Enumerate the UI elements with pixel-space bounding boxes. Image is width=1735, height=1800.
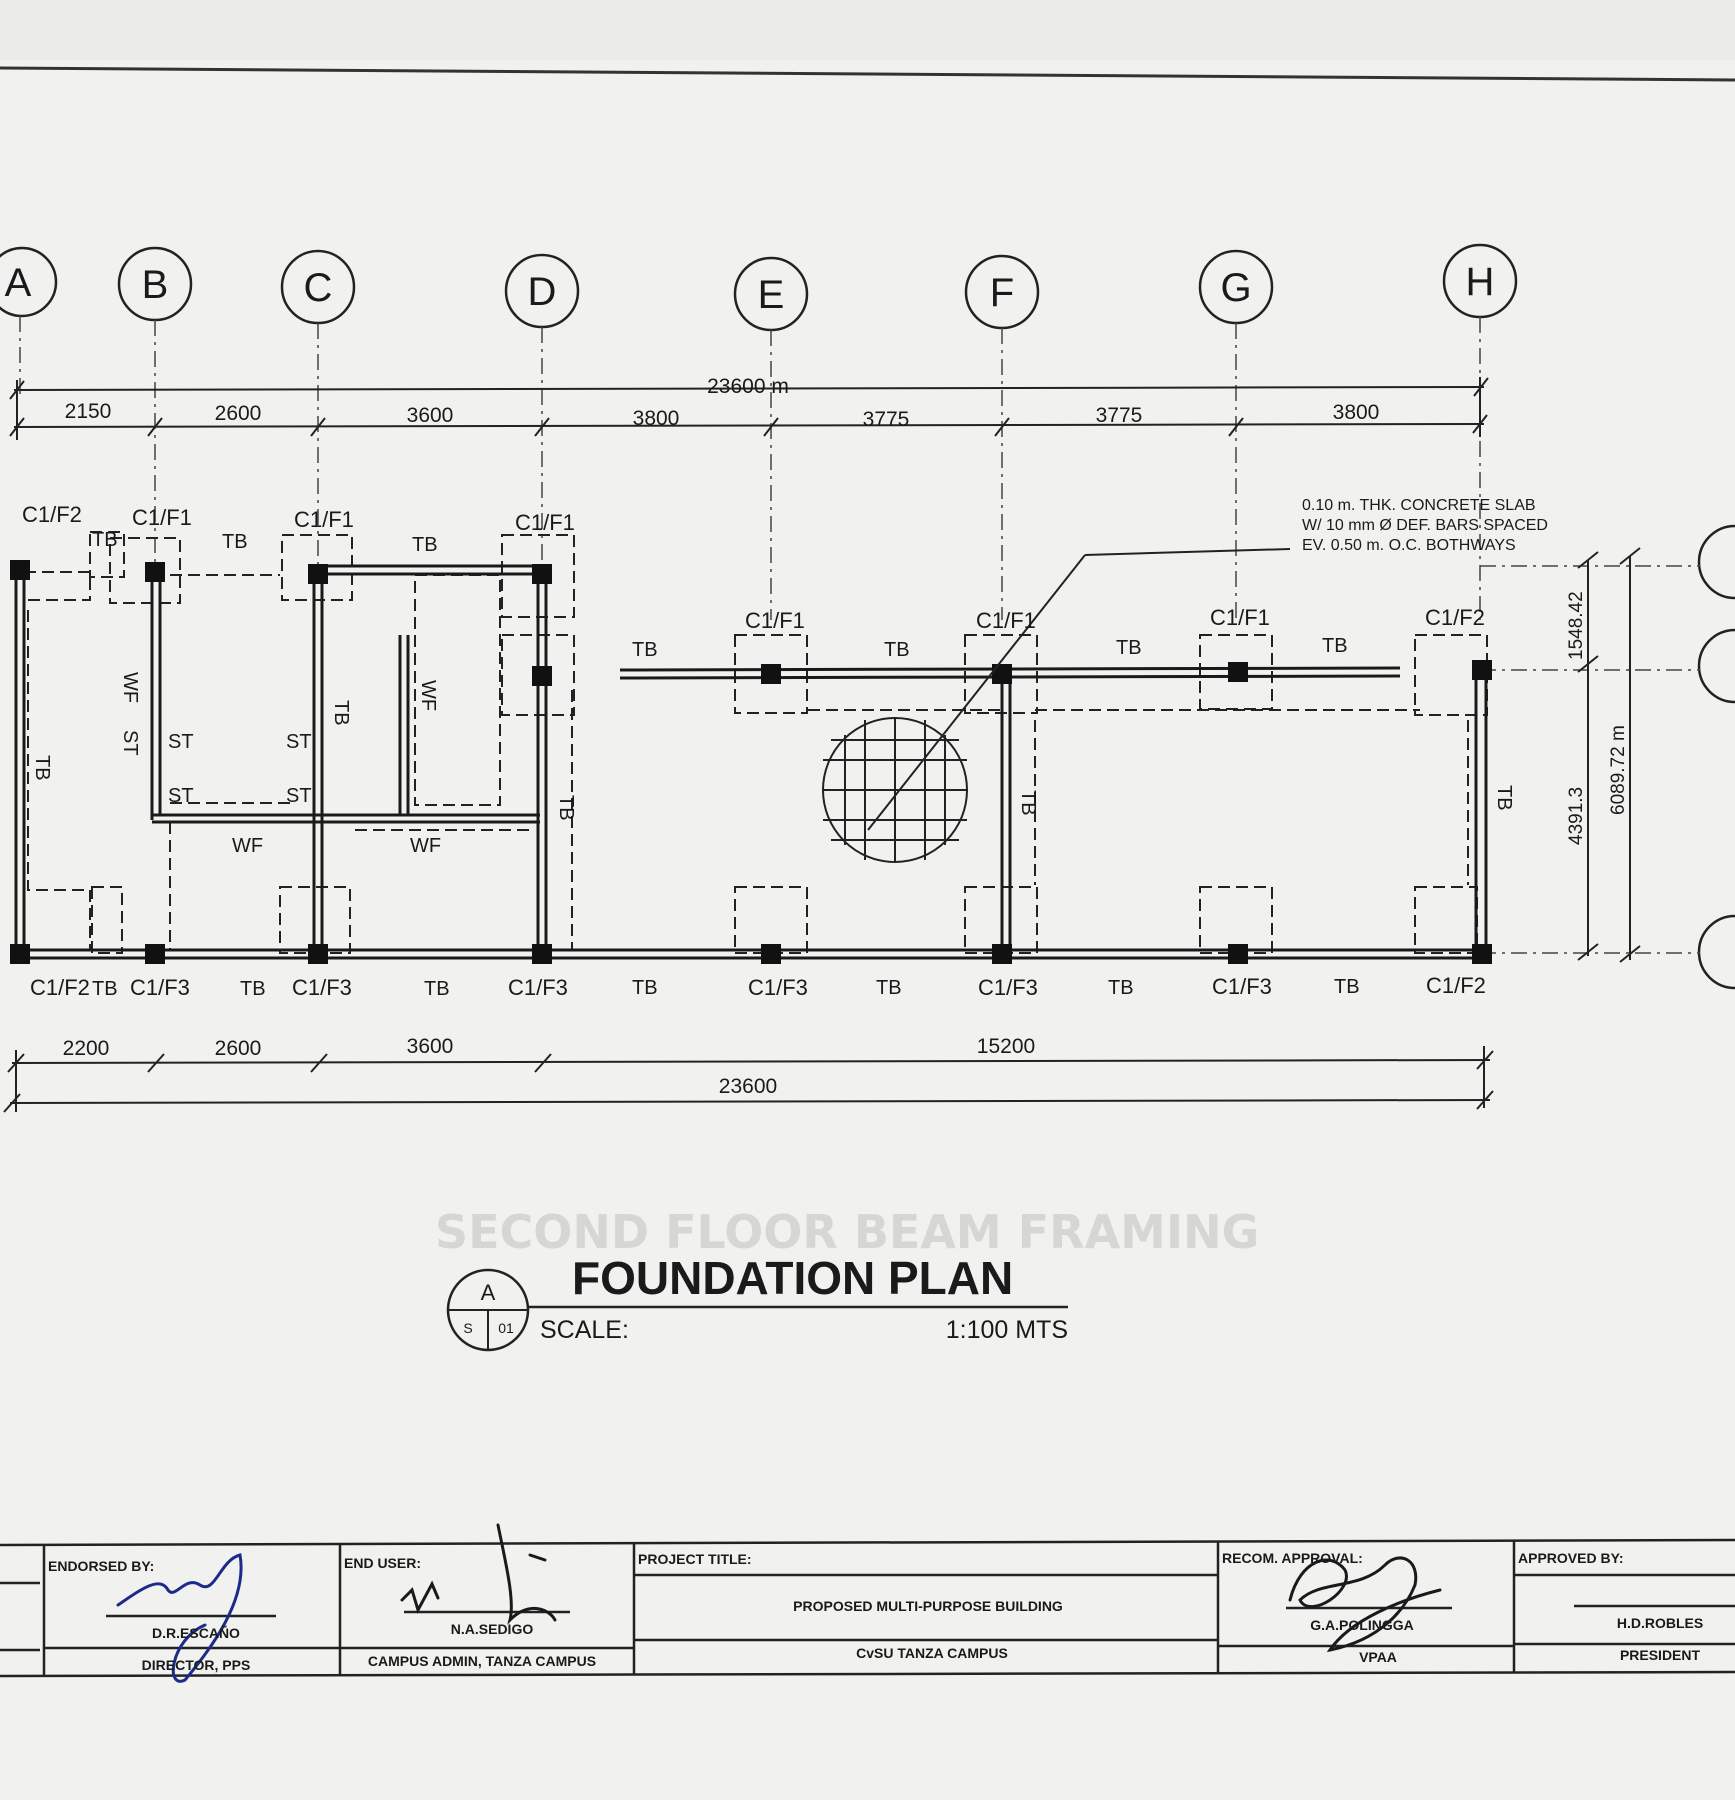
dim-top-span: 3600 [406,404,454,427]
tb-tag: TB [884,639,910,661]
callout-letter: A [480,1280,496,1305]
grid-label-h: H [1465,260,1495,304]
st-tag: ST [286,731,312,753]
end-user-heading: END USER: [344,1555,422,1571]
footing-tag: C1/F3 [292,975,352,1000]
tb-tag: TB [876,977,902,999]
grid-label-g: G [1220,266,1252,310]
slab-note-line: EV. 0.50 m. O.C. BOTHWAYS [1302,537,1516,554]
dim-top-span: 3800 [1332,401,1380,424]
wf-tag: WF [232,835,264,857]
ghost-text: SECOND FLOOR BEAM FRAMING [435,1205,1260,1259]
grid-label-b: B [141,263,169,307]
end-user-name: N.A.SEDIGO [450,1621,534,1637]
endorsed-name: D.R.ESCAÑO [152,1625,240,1641]
dim-right-span: 1548.42 [1566,591,1587,660]
slab-note-line: W/ 10 mm Ø DEF. BARS SPACED [1302,517,1548,534]
tb-tag: TB [424,978,450,1000]
project-title: PROPOSED MULTI-PURPOSE BUILDING [793,1598,1063,1614]
tb-tag: TB [31,755,53,781]
st-tag: ST [119,730,141,756]
column [1228,944,1248,964]
dim-bottom-span: 15200 [976,1035,1036,1058]
wf-tag: WF [119,672,141,704]
footing-tag: C1/F1 [1210,605,1270,630]
dim-top-overall: 23600 m [707,375,789,398]
dim-top-span: 2150 [64,400,112,423]
tb-tag: TB [1334,976,1360,998]
footing-tag: C1/F2 [1425,605,1485,630]
callout-sheet-number: 01 [498,1320,514,1336]
column [1228,662,1248,682]
st-tag: ST [168,731,194,753]
tb-tag: TB [412,534,438,556]
approved-heading: APPROVED BY: [1518,1550,1624,1566]
column [1472,660,1492,680]
project-heading: PROJECT TITLE: [638,1551,752,1567]
tb-tag: TB [1108,977,1134,999]
scale-value: 1:100 MTS [945,1316,1068,1344]
grid-label-f: F [989,271,1015,315]
recom-heading: RECOM. APPROVAL: [1222,1550,1363,1566]
tb-tag: TB [92,529,118,551]
dim-top-span: 3775 [1095,404,1143,427]
dim-bottom-overall: 23600 [718,1075,778,1098]
st-tag: ST [168,785,194,807]
tb-tag: TB [1322,635,1348,657]
column [308,564,328,584]
tb-tag: TB [555,795,577,821]
footing-tag: C1/F2 [22,502,82,527]
callout-sheet-prefix: S [463,1320,473,1336]
column [10,560,30,580]
column [761,664,781,684]
footing-tag: C1/F2 [30,975,90,1000]
wf-tag: WF [410,835,442,857]
approved-role: PRESIDENT [1619,1647,1701,1663]
column [761,944,781,964]
footing-tag: C1/F2 [1426,973,1486,998]
footing-tag: C1/F1 [976,608,1036,633]
column [532,564,552,584]
dim-right-overall: 6089.72 m [1608,725,1629,815]
grid-label-a: A [4,261,32,305]
st-tag: ST [286,785,312,807]
approved-name: H.D.ROBLES [1616,1615,1704,1631]
slab-note-line: 0.10 m. THK. CONCRETE SLAB [1302,497,1536,514]
project-location: CvSU TANZA CAMPUS [856,1645,1008,1661]
footing-tag: C1/F1 [745,608,805,633]
column [1472,944,1492,964]
tb-tag: TB [1493,785,1515,811]
dim-right-span: 4391.3 [1566,786,1587,845]
recom-role: VPAA [1359,1649,1397,1665]
footing-tag: C1/F3 [1212,974,1272,999]
tb-tag: TB [632,639,658,661]
dim-bottom-span: 2200 [62,1037,110,1060]
footing-tag: C1/F3 [748,975,808,1000]
footing-tag: C1/F1 [515,510,575,535]
grid-label-c: C [303,266,333,310]
column [992,944,1012,964]
dim-bottom-span: 2600 [214,1037,262,1060]
footing-tag: C1/F3 [978,975,1038,1000]
column [532,944,552,964]
page-title: FOUNDATION PLAN [572,1252,1014,1304]
dim-top-span: 3800 [632,407,680,430]
dim-top-span: 2600 [214,402,262,425]
recom-name: G.A.POLINGGA [1310,1617,1414,1633]
dim-top-span: 3775 [862,408,910,431]
dim-bottom-span: 3600 [406,1035,454,1058]
column [532,666,552,686]
end-user-role: CAMPUS ADMIN, TANZA CAMPUS [367,1653,597,1669]
tb-tag: TB [1116,637,1142,659]
column [145,944,165,964]
column [992,664,1012,684]
column [10,944,30,964]
tb-tag: TB [330,700,352,726]
tb-tag: TB [1017,790,1039,816]
footing-tag: C1/F1 [132,505,192,530]
tb-tag: TB [222,531,248,553]
endorsed-role: DIRECTOR, PPS [141,1657,251,1673]
column [145,562,165,582]
grid-label-d: D [527,270,557,314]
column [308,944,328,964]
tb-tag: TB [92,978,118,1000]
tb-tag: TB [632,977,658,999]
footing-tag: C1/F1 [294,507,354,532]
scale-label: SCALE: [540,1316,629,1344]
footing-tag: C1/F3 [130,975,190,1000]
tb-tag: TB [240,978,266,1000]
endorsed-heading: ENDORSED BY: [48,1558,155,1574]
footing-tag: C1/F3 [508,975,568,1000]
grid-label-e: E [757,273,785,317]
wf-tag: WF [417,680,439,712]
